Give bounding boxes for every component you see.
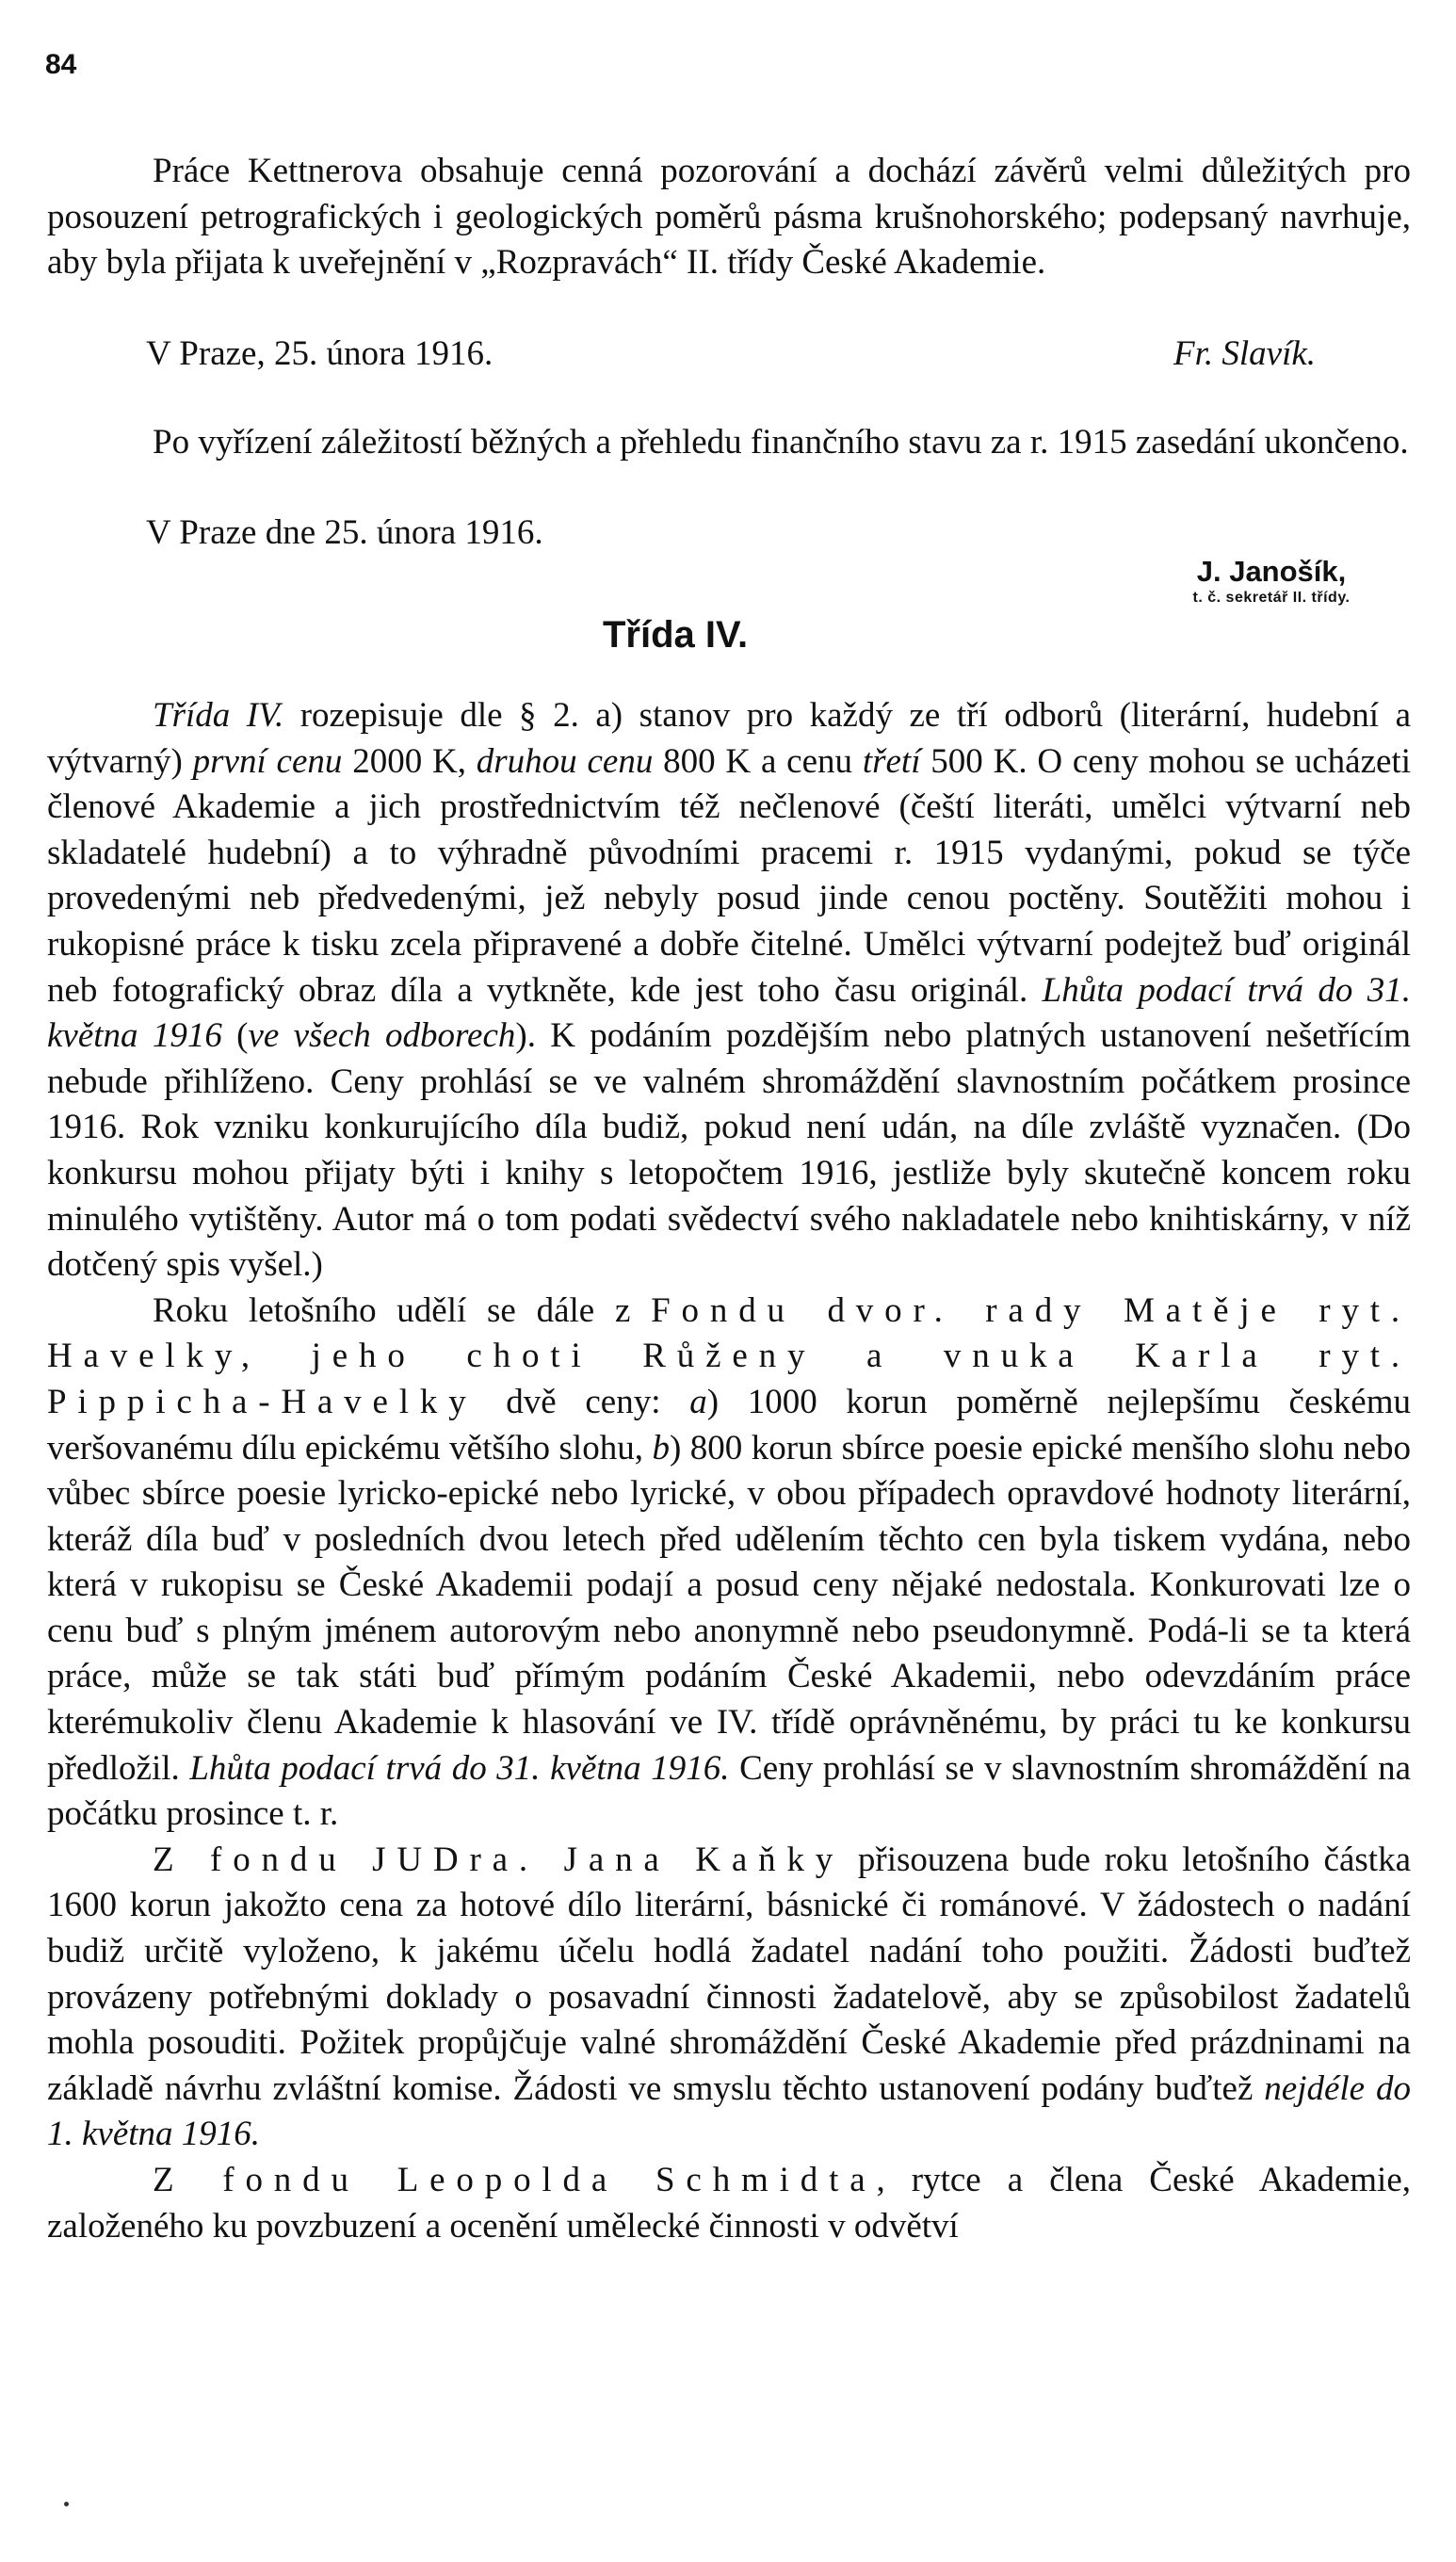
closing-dateline: V Praze dne 25. února 1916.: [146, 513, 543, 552]
closing-paragraph: [47, 420, 1411, 466]
p2-text-a: Roku letošního udělí se dále z: [153, 1290, 652, 1330]
secretary-role: t. č. sekretář II. třídy.: [1192, 590, 1351, 606]
prize-paragraph-1: [47, 693, 1411, 1289]
p1-text-b: 2000 K,: [342, 741, 477, 781]
item-b-marker: b: [652, 1428, 670, 1467]
p2-text-b: dvě ceny:: [477, 1382, 690, 1421]
havelka-fund-name: Fondu dvor. rady Matěje ryt. Havelky, jeho choti Růženy a vnuka Karla ryt. Pippicha-Havelky: [47, 1290, 1411, 1421]
report-signature: Fr. Slavík.: [1173, 334, 1317, 373]
page-number: 84: [45, 49, 77, 80]
deadline-2: Lhůta podací trvá do 31. května 1916.: [189, 1748, 730, 1788]
schmidt-fund-name: Z fondu Leopolda Schmidta: [153, 2161, 877, 2199]
prize-paragraph-4: [47, 2158, 1411, 2249]
p1-text-a: rozepisuje dle § 2. a) stanov pro každý ze tří odborů (literární, hudební a výtvarný): [47, 696, 1411, 781]
report-text: Práce Kettnerova obsahuje cenná pozorování a dochází závěrů velmi důležitých pro posouzení petrografických i geologických poměrů pásma krušnohorského; podepsaný navrhuje, aby byla přijata k uveřejnění v „Rozpravách“ II. třídy České Akademie.: [47, 152, 1411, 283]
p2-text-c: ) 1000 korun poměrně nejlepšímu českému veršovanému dílu epickému většího slohu,: [47, 1382, 1411, 1467]
first-prize-label: první cenu: [192, 741, 343, 781]
deadline-1: Lhůta podací trvá do 31. května 1916: [47, 970, 1411, 1056]
p2-text-d: ) 800 korun sbírce poesie epické menšího slohu nebo vůbec sbírce poesie lyricko-epické nebo lyrické, v obou případech opravdové hodnoty literární, kteráž díla buď v posledních dvou letech před udělením těchto cen byla tiskem vydána, nebo která v rukopisu se České Akademii podají a posud ceny nějaké nedostala. Konkurovati lze o cenu buď s plným jménem autorovým nebo anonymně nebo pseudonymně. Podá-li se ta která práce, může se tak státi buď přímým podáním České Akademii, nebo odevzdáním práce kterémukoliv členu Akademie k hlasování ve IV. třídě oprávněnému, by práci tu ke konkursu předložil.: [47, 1428, 1411, 1788]
closing-text: Po vyřízení záležitostí běžných a přehledu finančního stavu za r. 1915 zasedání ukončeno.: [153, 423, 1409, 462]
kanka-fund-name: Z fondu JUDra. Jana Kaňky: [153, 1840, 845, 1879]
secretary-signature: [1130, 554, 1413, 607]
p1-text-c: 800 K a cenu: [653, 741, 863, 781]
prize-paragraph-3: [47, 1838, 1411, 2158]
scan-speck: [64, 2502, 69, 2506]
p4-text-a: , rytce a člena České Akademie, založeného ku povzbuzení a ocenění umělecké činnosti v odvětví: [47, 2161, 1411, 2246]
p1-text-e: (: [221, 1016, 249, 1056]
p2-text-e: Ceny prohlásí se v slavnostním shromáždění na počátku prosince t. r.: [47, 1748, 1411, 1834]
report-dateline: V Praze, 25. února 1916.: [146, 334, 493, 373]
prize-paragraph-2: [47, 1289, 1411, 1838]
all-branches-note: ve všech odborech: [248, 1016, 516, 1056]
third-prize-label: třetí: [862, 741, 921, 781]
p1-text-d: 500 K. O ceny mohou se ucházeti členové Akademie a jich prostřednictvím též nečlenové (čeští literáti, umělci výtvarní neb skladatelé hudební) a to výhradně původními pracemi r. 1915 vydanými, pokud se týče provedenými neb předvedenými, jež nebyly posud jinde cenou poctěny. Soutěžiti mohou i rukopisné práce k tisku zcela připravené a dobře čitelné. Umělci výtvarní podejtež buď originál neb fotografický obraz díla a vytkněte, kde jest toho času originál.: [47, 741, 1411, 1010]
section-heading: Třída IV.: [603, 614, 749, 656]
p1-text-f: ). K podáním pozdějším nebo platných ustanovení nešetřícím nebude přihlíženo. Ceny prohlásí se ve valném shromáždění slavnostním počátkem prosince 1916. Rok vzniku konkurujícího díla budiž, pokud není udán, na díle zvláště vyznačen. (Do konkursu mohou přijaty býti i knihy s letopočtem 1916, jestliže byly skutečně koncem roku minulého vytištěny. Autor má o tom podati svědectví svého nakladatele nebo knihtiskárny, v níž dotčený spis vyšel.): [47, 1016, 1411, 1285]
prize-announcement: [47, 693, 1411, 2249]
second-prize-label: druhou cenu: [476, 741, 654, 781]
p3-text-a: přisouzena bude roku letošního částka 1600 korun jakožto cena za hotové dílo literární, básnické či románové. V žádostech o nadání budiž určitě vyloženo, k jakému účelu hodlá žadatel nadání toho použiti. Žádosti buďtež provázeny potřebnými doklady o posavadní činnosti žadatelově, aby se způsobilost žadatelů mohla posouditi. Požitek propůjčuje valné shromáždění České Akademie před prázdninami na základě návrhu zvláštní komise. Žádosti ve smyslu těchto ustanovení podány buďtež: [47, 1840, 1411, 2108]
class-name: Třída IV.: [153, 696, 284, 735]
report-paragraph: [47, 149, 1411, 286]
secretary-name: J. Janošík,: [1196, 555, 1347, 588]
item-a-marker: a: [689, 1382, 707, 1421]
deadline-3: nejdéle do 1. května 1916.: [47, 2068, 1411, 2154]
